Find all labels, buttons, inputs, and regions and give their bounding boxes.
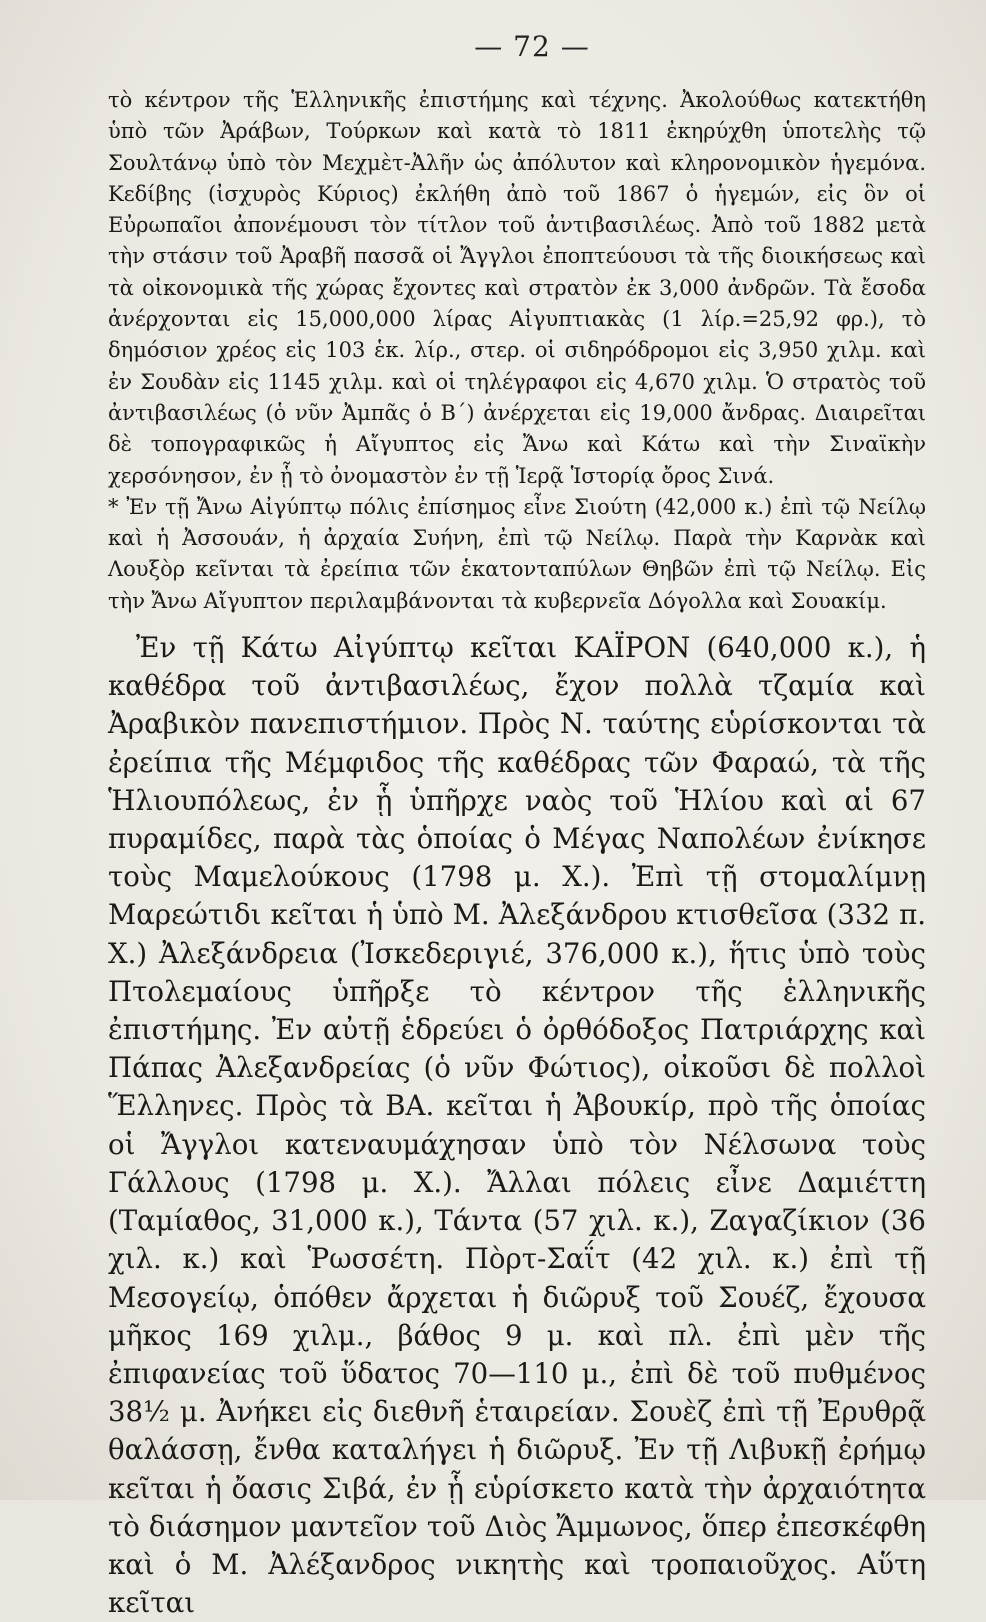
main-text-section (108, 629, 926, 1622)
paragraph-upper-egypt-footnote: * Ἐν τῇ Ἄνω Αἰγύπτῳ πόλις ἐπίσημος εἶνε Σιούτη (42,000 κ.) ἐπὶ τῷ Νείλῳ καὶ ἡ Ἀσσουάν, ἡ ἀρχαία Συήνη, ἐπὶ τῷ Νείλῳ. Παρὰ τὴν Καρνὰκ καὶ Λουξὸρ κεῖνται τὰ ἐρείπια τῶν ἑκατονταπύλων Θηβῶν ἐπὶ τῷ Νείλῳ. Εἰς τὴν Ἄνω Αἴγυπτον περιλαμβάνονται τὰ κυβερνεῖα Δόγολλα καὶ Σουακίμ. (108, 494, 926, 613)
paragraph-egypt-history: τὸ κέντρον τῆς Ἑλληνικῆς ἐπιστήμης καὶ τέχνης. Ἀκολούθως κατεκτήθη ὑπὸ τῶν Ἀράβων, Τούρκων καὶ κατὰ τὸ 1811 ἐκηρύχθη ὑποτελὴς τῷ Σουλτάνῳ ὑπὸ τὸν Μεχμὲτ-Ἀλῆν ὡς ἀπόλυτον καὶ κληρονομικὸν ἡγεμόνα. Κεδίβης (ἰσχυρὸς Κύριος) ἐκλήθη ἀπὸ τοῦ 1867 ὁ ἡγεμών, εἰς ὃν οἱ Εὐρωπαῖοι ἀπονέμουσι τὸν τίτλον τοῦ ἀντιβασιλέως. Ἀπὸ τοῦ 1882 μετὰ τὴν στάσιν τοῦ Ἀραβῆ πασσᾶ οἱ Ἄγγλοι ἐποπτεύουσι τὰ τῆς διοικήσεως καὶ τὰ οἰκονομικὰ τῆς χώρας ἔχοντες καὶ στρατὸν ἐκ 3,000 ἀνδρῶν. Τὰ ἔσοδα ἀνέρχονται εἰς 15,000,000 λίρας Αἰγυπτιακὰς (1 λίρ.=25,92 φρ.), τὸ δημόσιον χρέος εἰς 103 ἑκ. λίρ., στερ. οἱ σιδηρόδρομοι εἰς 3,950 χιλμ. καὶ ἐν Σουδὰν εἰς 1145 χιλμ. καὶ οἱ τηλέγραφοι εἰς 4,670 χιλμ. Ὁ στρατὸς τοῦ ἀντιβασιλέως (ὁ νῦν Ἀμπᾶς ὁ Β´) ἀνέρχεται εἰς 19,000 ἄνδρας. Διαιρεῖται δὲ τοπογραφικῶς ἡ Αἴγυπτος εἰς Ἄνω καὶ Κάτω καὶ τὴν Σιναϊκὴν χερσόνησον, ἐν ᾗ τὸ ὀνομαστὸν ἐν τῇ Ἱερᾷ Ἱστορίᾳ ὄρος Σινά. (108, 88, 926, 488)
page-number: — 72 — (474, 30, 590, 63)
paragraph-lower-egypt: Ἐν τῇ Κάτω Αἰγύπτῳ κεῖται ΚΑΪΡΟΝ (640,000 κ.), ἡ καθέδρα τοῦ ἀντιβασιλέως, ἔχον πολλὰ τζαμία καὶ Ἀραβικὸν πανεπιστήμιον. Πρὸς Ν. ταύτης εὑρίσκονται τὰ ἐρείπια τῆς Μέμφιδος τῆς καθέδρας τῶν Φαραώ, τὰ τῆς Ἡλιουπόλεως, ἐν ᾗ ὑπῆρχε ναὸς τοῦ Ἡλίου καὶ αἱ 67 πυραμίδες, παρὰ τὰς ὁποίας ὁ Μέγας Ναπολέων ἐνίκησε τοὺς Μαμελούκους (1798 μ. Χ.). Ἐπὶ τῇ στομαλίμνῃ Μαρεώτιδι κεῖται ἡ ὑπὸ Μ. Ἀλεξάνδρου κτισθεῖσα (332 π. Χ.) Ἀλεξάνδρεια (Ἰσκεδεριγιέ, 376,000 κ.), ἥτις ὑπὸ τοὺς Πτολεμαίους ὑπῆρξε τὸ κέντρον τῆς ἑλληνικῆς ἐπιστήμης. Ἐν αὐτῇ ἑδρεύει ὁ ὀρθόδοξος Πατριάρχης καὶ Πάπας Ἀλεξανδρείας (ὁ νῦν Φώτιος), οἰκοῦσι δὲ πολλοὶ Ἕλληνες. Πρὸς τὰ ΒΑ. κεῖται ἡ Ἀβουκίρ, πρὸ τῆς ὁποίας οἱ Ἄγγλοι κατεναυμάχησαν ὑπὸ τὸν Νέλσωνα τοὺς Γάλλους (1798 μ. Χ.). Ἄλλαι πόλεις εἶνε Δαμιέττη (Ταμίαθος, 31,000 κ.), Τάντα (57 χιλ. κ.), Ζαγαζίκιον (36 χιλ. κ.) καὶ Ῥωσσέτη. Πὸρτ-Σαΐτ (42 χιλ. κ.) ἐπὶ τῇ Μεσογείῳ, ὁπόθεν ἄρχεται ἡ διῶρυξ τοῦ Σουέζ, ἔχουσα μῆκος 169 χιλμ., βάθος 9 μ. καὶ πλ. ἐπὶ μὲν τῆς ἐπιφανείας τοῦ ὕδατος 70—110 μ., ἐπὶ δὲ τοῦ πυθμένος 38½ μ. Ἀνήκει εἰς διεθνῆ ἑταιρείαν. Σουὲζ ἐπὶ τῇ Ἐρυθρᾷ θαλάσσῃ, ἔνθα καταλήγει ἡ διῶρυξ. Ἐν τῇ Λιβυκῇ ἐρήμῳ κεῖται ἡ ὄασις Σιβά, ἐν ᾗ εὑρίσκετο κατὰ τὴν ἀρχαιότητα τὸ διάσημον μαντεῖον τοῦ Διὸς Ἄμμωνος, ὅπερ ἐπεσκέφθη καὶ ὁ Μ. Ἀλέξανδρος νικητὴς καὶ τροπαιοῦχος. Αὕτη κεῖται (108, 631, 926, 1620)
small-print-section (108, 85, 926, 617)
